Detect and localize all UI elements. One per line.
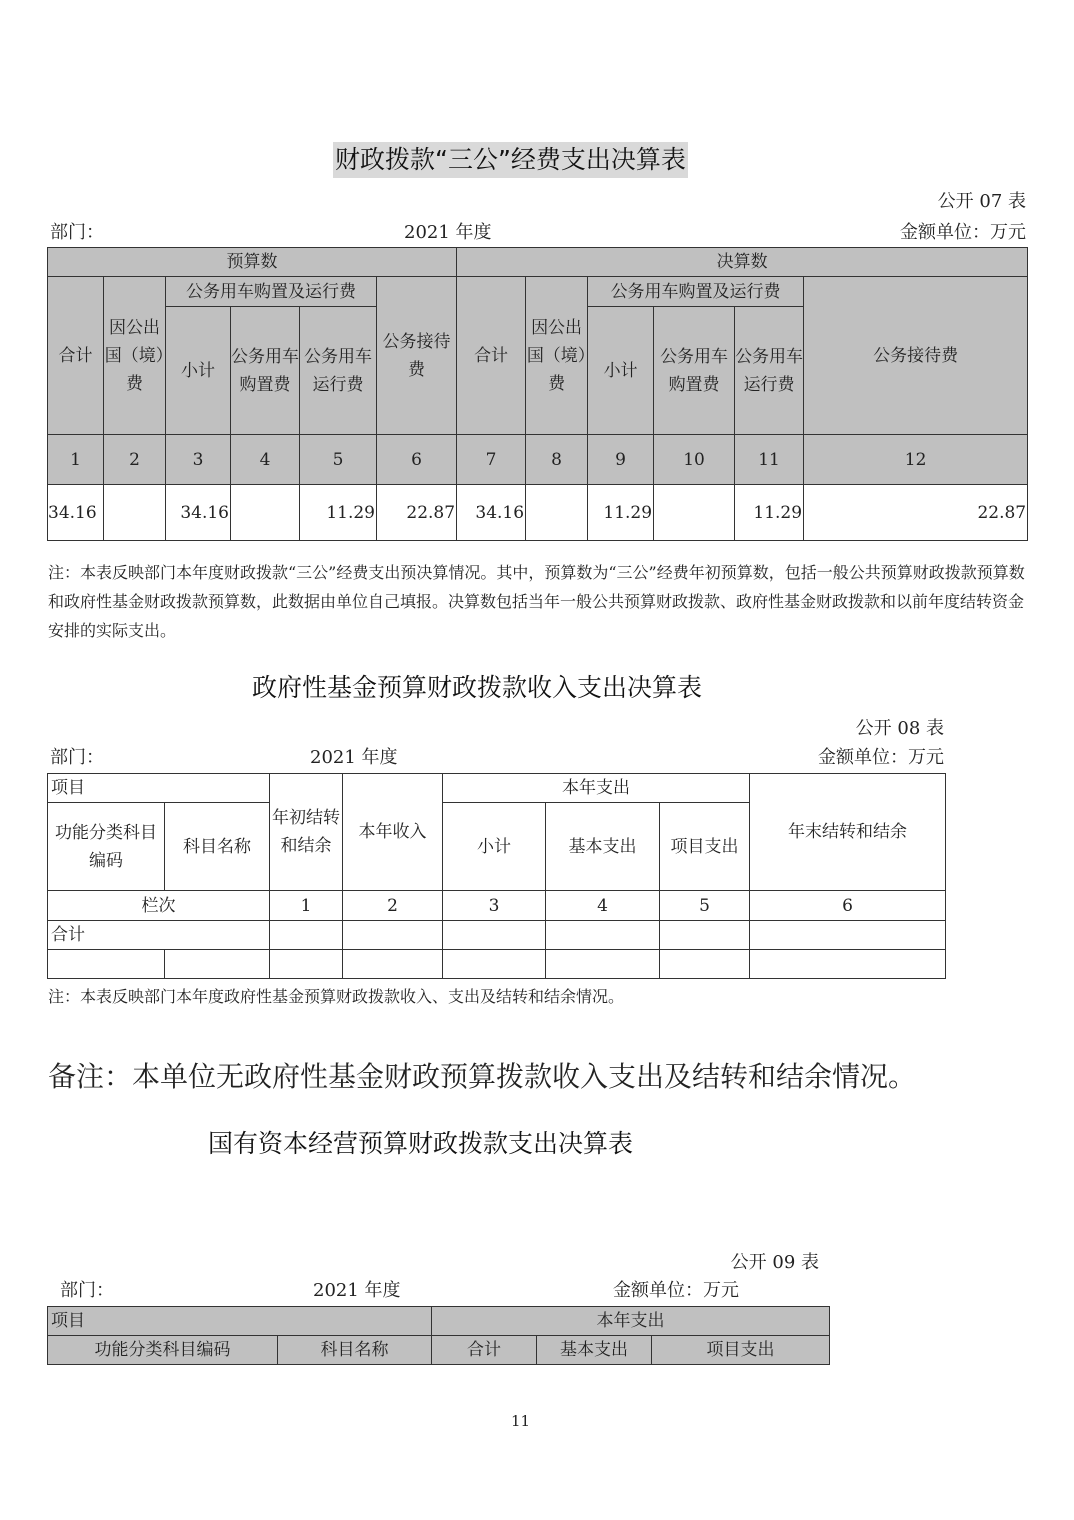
cell: 34.16: [48, 485, 104, 541]
col-number: 1: [48, 435, 104, 485]
cell: [343, 921, 443, 950]
col-header: 公务用车购置费: [231, 307, 300, 435]
expense-group-header: 本年支出: [443, 774, 750, 803]
table08-dept-label: 部门：: [50, 747, 104, 768]
cell: [270, 921, 343, 950]
cell: [660, 950, 750, 979]
table09-title: 国有资本经营预算财政拨款支出决算表: [208, 1129, 634, 1158]
col-number: 11: [735, 435, 804, 485]
cell: 22.87: [804, 485, 1028, 541]
col-header: 公务接待费: [377, 277, 457, 435]
cell: 34.16: [166, 485, 231, 541]
table08-code: 公开 08 表: [855, 718, 944, 739]
col-header: 小计: [166, 307, 231, 435]
table08-unit: 金额单位：万元: [818, 747, 944, 768]
cell: 34.16: [457, 485, 526, 541]
table08-title: 政府性基金预算财政拨款收入支出决算表: [252, 673, 703, 702]
final-header: 决算数: [457, 248, 1028, 277]
col-number: 2: [104, 435, 166, 485]
cell: [546, 921, 660, 950]
col-header: 项目支出: [660, 803, 750, 891]
table08-year: 2021 年度: [310, 747, 398, 768]
table07: [47, 247, 1028, 541]
col-header: 项目支出: [652, 1336, 830, 1365]
cell: 11.29: [735, 485, 804, 541]
col-header: 基本支出: [537, 1336, 652, 1365]
table07-year: 2021 年度: [404, 222, 492, 243]
col-number: 7: [457, 435, 526, 485]
col-number: 5: [660, 891, 750, 921]
col-header: 基本支出: [546, 803, 660, 891]
col-number: 12: [804, 435, 1028, 485]
col-header: 小计: [443, 803, 546, 891]
total-row: [48, 921, 946, 950]
table07-note: 注：本表反映部门本年度财政拨款“三公”经费支出预决算情况。其中，预算数为“三公”经费年初预算数，包括一般公共预算财政拨款预算数和政府性基金财政拨款预算数，此数据由单位自己填报。决算数包括当年一般公共预算财政拨款、政府性基金财政拨款和以前年度结转资金安排的实际支出。: [48, 563, 1025, 640]
cell: 11.29: [300, 485, 377, 541]
table09-code: 公开 09 表: [730, 1252, 819, 1273]
table07-dept-label: 部门：: [50, 222, 104, 243]
col-header: 公务接待费: [804, 277, 1028, 435]
budget-header: 预算数: [48, 248, 457, 277]
table09-dept-label: 部门：: [60, 1280, 114, 1301]
cell: [654, 485, 735, 541]
total-label: 合计: [48, 921, 270, 950]
col-header: 年初结转和结余: [270, 774, 343, 891]
table08: [47, 773, 946, 979]
cell: [750, 921, 946, 950]
col-header: 小计: [588, 307, 654, 435]
col-number: 3: [166, 435, 231, 485]
cell: 22.87: [377, 485, 457, 541]
col-header: 合计: [48, 277, 104, 435]
col-number: 10: [654, 435, 735, 485]
table-row: [48, 485, 1028, 541]
expense-group-header: 本年支出: [432, 1307, 830, 1336]
col-header: 因公出国（境）费: [526, 277, 588, 435]
table07-code: 公开 07 表: [937, 191, 1026, 212]
cell: [104, 485, 166, 541]
cell: [165, 950, 270, 979]
col-header: 合计: [432, 1336, 537, 1365]
cell: [526, 485, 588, 541]
col-header: 公务用车购置费: [654, 307, 735, 435]
col-header: 科目名称: [278, 1336, 432, 1365]
cell: [48, 950, 165, 979]
col-number: 2: [343, 891, 443, 921]
col-number: 4: [231, 435, 300, 485]
table07-unit: 金额单位：万元: [900, 222, 1026, 243]
col-header: 功能分类科目编码: [48, 803, 165, 891]
table-row: [48, 950, 946, 979]
col-header: 功能分类科目编码: [48, 1336, 278, 1365]
cell: [750, 950, 946, 979]
item-header: 项目: [48, 774, 270, 803]
cell: [343, 950, 443, 979]
col-number: 9: [588, 435, 654, 485]
cell: [443, 950, 546, 979]
col-header: 公务用车运行费: [300, 307, 377, 435]
col-header: 本年收入: [343, 774, 443, 891]
col-header: 科目名称: [165, 803, 270, 891]
cell: [546, 950, 660, 979]
col-number: 4: [546, 891, 660, 921]
cell: 11.29: [588, 485, 654, 541]
col-number: 6: [377, 435, 457, 485]
remark: 备注：本单位无政府性基金财政预算拨款收入支出及结转和结余情况。: [48, 1060, 917, 1093]
item-header: 项目: [48, 1307, 432, 1336]
table07-title: 财政拨款“三公”经费支出决算表: [333, 142, 688, 178]
table09-year: 2021 年度: [313, 1280, 401, 1301]
cell: [443, 921, 546, 950]
table08-note: 注：本表反映部门本年度政府性基金预算财政拨款收入、支出及结转和结余情况。: [48, 987, 625, 1006]
car-group-header: 公务用车购置及运行费: [588, 277, 804, 307]
cell: [270, 950, 343, 979]
col-header: 公务用车运行费: [735, 307, 804, 435]
col-number: 1: [270, 891, 343, 921]
table09-unit: 金额单位：万元: [613, 1280, 739, 1301]
col-number: 8: [526, 435, 588, 485]
table09: [47, 1306, 830, 1365]
cell: [231, 485, 300, 541]
page-number: 11: [511, 1412, 531, 1430]
col-number: 5: [300, 435, 377, 485]
col-header: 年末结转和结余: [750, 774, 946, 891]
car-group-header: 公务用车购置及运行费: [166, 277, 377, 307]
col-number: 3: [443, 891, 546, 921]
cell: [660, 921, 750, 950]
col-header: 因公出国（境）费: [104, 277, 166, 435]
index-label: 栏次: [48, 891, 270, 921]
col-header: 合计: [457, 277, 526, 435]
col-number: 6: [750, 891, 946, 921]
